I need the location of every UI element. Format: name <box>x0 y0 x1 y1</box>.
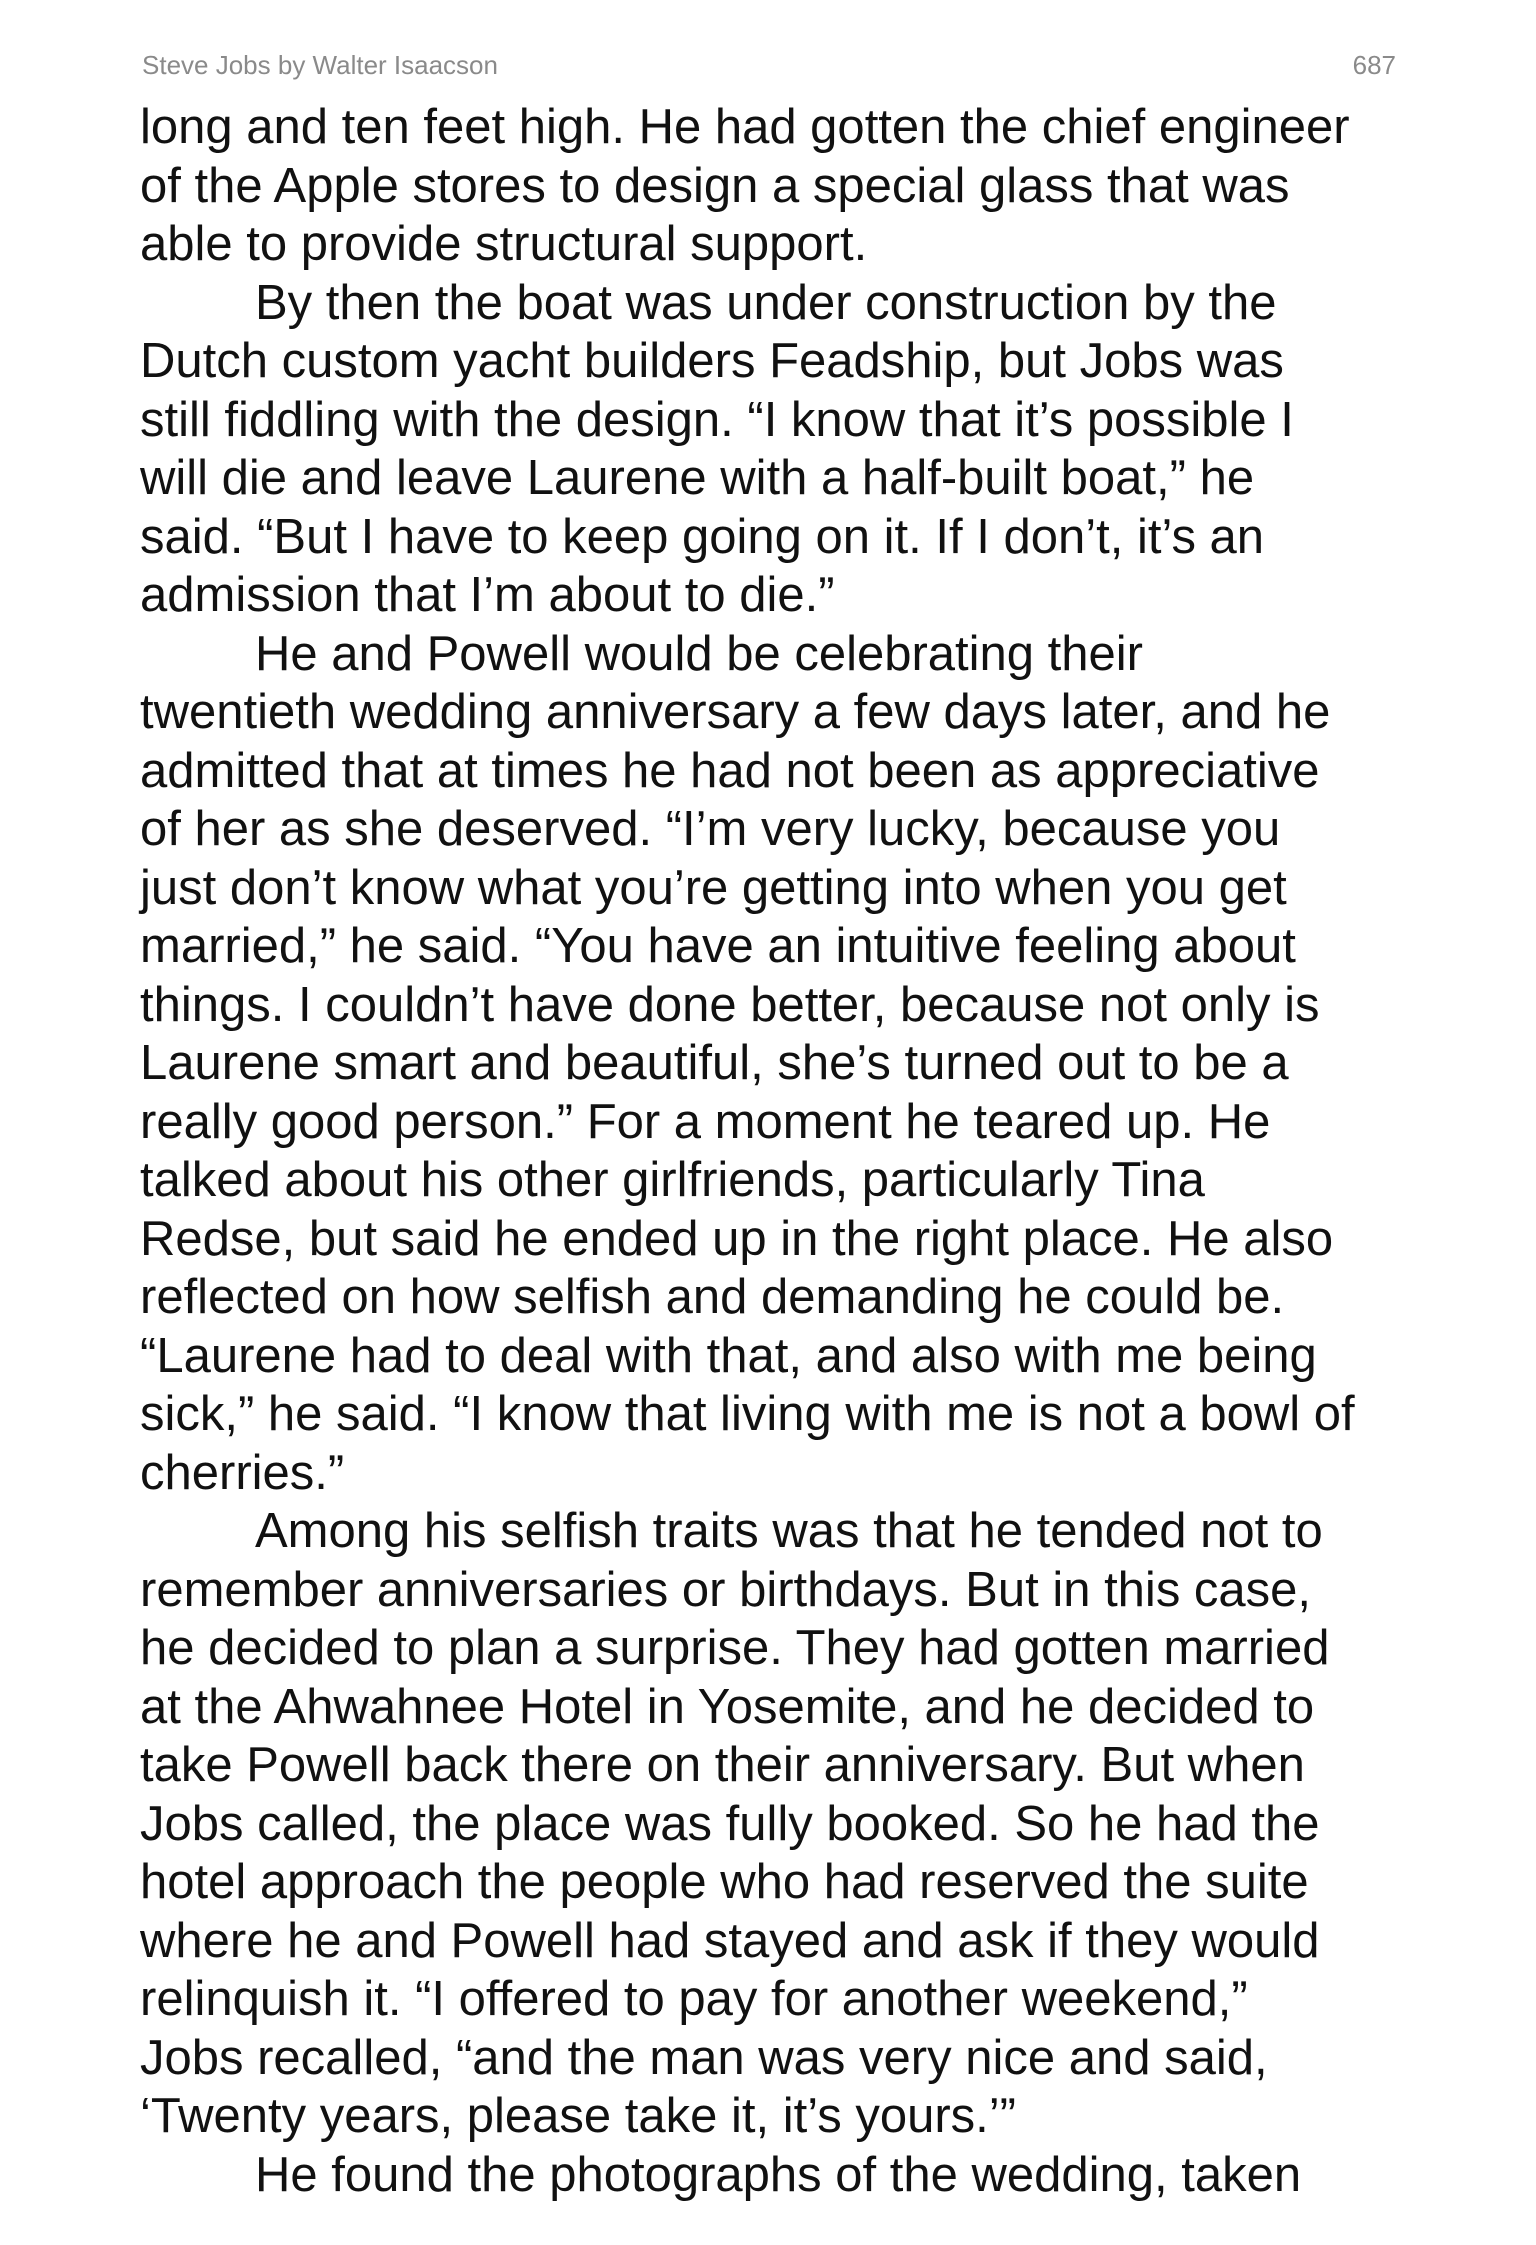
text-line: ‘Twenty years, please take it, it’s yours.’” <box>140 2089 1016 2143</box>
text-line: long and ten feet high. He had gotten the chief engineer <box>140 100 1350 154</box>
text-line: hotel approach the people who had reserved the suite <box>140 1855 1309 1909</box>
text-line: relinquish it. “I offered to pay for another weekend,” <box>140 1972 1248 2026</box>
book-title: Steve Jobs by Walter Isaacson <box>142 50 498 80</box>
text-line: sick,” he said. “I know that living with me is not a bowl of <box>140 1387 1355 1441</box>
text-line: married,” he said. “You have an intuitive feeling about <box>140 919 1296 973</box>
text-line: at the Ahwahnee Hotel in Yosemite, and he decided to <box>140 1679 1315 1734</box>
text-line: remember anniversaries or birthdays. But in this case, <box>140 1562 1312 1617</box>
text-line: things. I couldn’t have done better, because not only is <box>140 977 1320 1032</box>
text-line: “Laurene had to deal with that, and also with me being <box>140 1328 1317 1383</box>
text-line: still fiddling with the design. “I know that it’s possible I <box>140 392 1294 447</box>
text-line: just don’t know what you’re getting into when you get <box>140 860 1287 915</box>
text-line: By then the boat was under construction by the <box>255 275 1277 330</box>
text-line: Jobs called, the place was fully booked. So he had the <box>140 1796 1320 1851</box>
text-line: take Powell back there on their anniversary. But when <box>140 1738 1305 1792</box>
text-line: He and Powell would be celebrating their <box>255 626 1143 681</box>
text-line: talked about his other girlfriends, particularly Tina <box>140 1153 1205 1207</box>
text-line: He found the photographs of the wedding, taken <box>255 2147 1302 2202</box>
text-line: he decided to plan a surprise. They had gotten married <box>140 1621 1330 1675</box>
page-number: 687 <box>1352 50 1396 80</box>
text-line: able to provide structural support. <box>140 217 868 271</box>
text-line: Laurene smart and beautiful, she’s turned out to be a <box>140 1036 1289 1090</box>
text-line: Dutch custom yacht builders Feadship, but Jobs was <box>140 334 1284 388</box>
text-line: of her as she deserved. “I’m very lucky, because you <box>140 802 1281 856</box>
text-line: cherries.” <box>140 1445 345 1500</box>
text-line: really good person.” For a moment he teared up. He <box>140 1094 1271 1149</box>
text-line: Redse, but said he ended up in the right place. He also <box>140 1211 1334 1266</box>
text-line: admission that I’m about to die.” <box>140 568 835 622</box>
text-line: where he and Powell had stayed and ask if they would <box>140 1913 1320 1968</box>
body-text <box>140 98 1410 2204</box>
page-header <box>142 50 1396 86</box>
text-line: Among his selfish traits was that he tended not to <box>255 1504 1323 1558</box>
text-line: of the Apple stores to design a special glass that was <box>140 158 1290 213</box>
text-line: will die and leave Laurene with a half-built boat,” he <box>140 451 1255 505</box>
text-line: Jobs recalled, “and the man was very nice and said, <box>140 2030 1268 2085</box>
text-line: twentieth wedding anniversary a few days later, and he <box>140 685 1331 739</box>
text-line: reflected on how selfish and demanding he could be. <box>140 1270 1285 1324</box>
text-line: said. “But I have to keep going on it. If I don’t, it’s an <box>140 509 1265 564</box>
text-line: admitted that at times he had not been as appreciative <box>140 743 1320 798</box>
